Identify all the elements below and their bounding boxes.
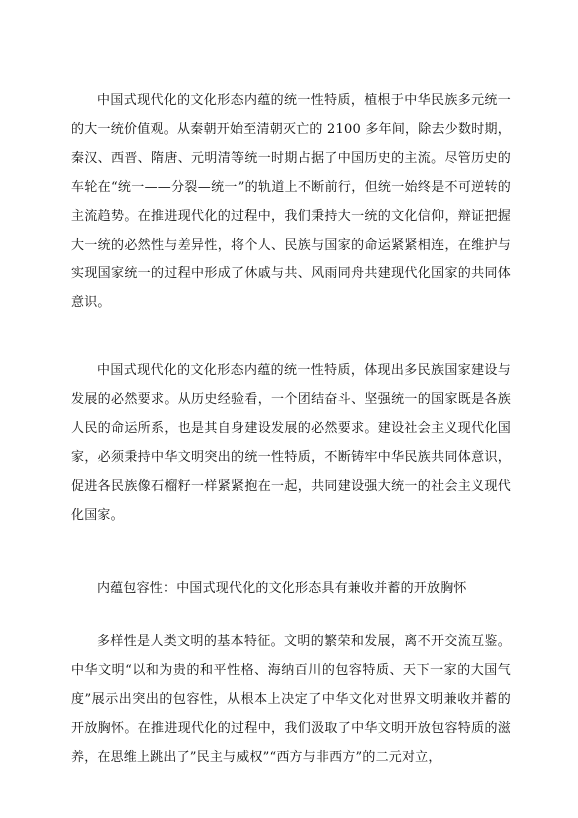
section-heading-inclusiveness: 内蕴包容性：中国式现代化的文化形态具有兼收并蓄的开放胸怀 [97, 581, 467, 596]
paragraph-unity-value: 中国式现代化的文化形态内蕴的统一性特质，植根于中华民族多元统一的大一统价值观。从秦朝开始至清朝灭亡的 2100 多年间，除去少数时期，秦汉、西晋、隋唐、元明清等统一时期占据了中国历史的主流。尽管历史的车轮在“统一——分裂—统一”的轨道上不断前行，但统一始终是不可逆转的主流趋势。在推进现代化的过程中，我们秉持大一统的文化信仰，辩证把握大一统的必然性与差异性，将个人、民族与国家的命运紧紧相连，在维护与实现国家统一的过程中形成了休戚与共、风雨同舟共建现代化国家的共同体意识。 [71, 93, 511, 311]
paragraph-unity-nation-building: 中国式现代化的文化形态内蕴的统一性特质，体现出多民族国家建设与发展的必然要求。从历史经验看，一个团结奋斗、坚强统一的国家既是各族人民的命运所系，也是其自身建设发展的必然要求。建设社会主义现代化国家，必须秉持中华文明突出的统一性特质，不断铸牢中华民族共同体意识，促进各民族像石榴籽一样紧紧抱在一起，共同建设强大统一的社会主义现代化国家。 [71, 363, 511, 523]
paragraph-diversity: 多样性是人类文明的基本特征。文明的繁荣和发展，离不开交流互鉴。中华文明“以和为贵的和平性格、海纳百川的包容特质、天下一家的大国气度”展示出突出的包容性，从根本上决定了中华文化对世界文明兼收并蓄的开放胸怀。在推进现代化的过程中，我们汲取了中华文明开放包容特质的滋养，在思维上跳出了”民主与威权”“西方与非西方”的二元对立， [71, 634, 511, 765]
